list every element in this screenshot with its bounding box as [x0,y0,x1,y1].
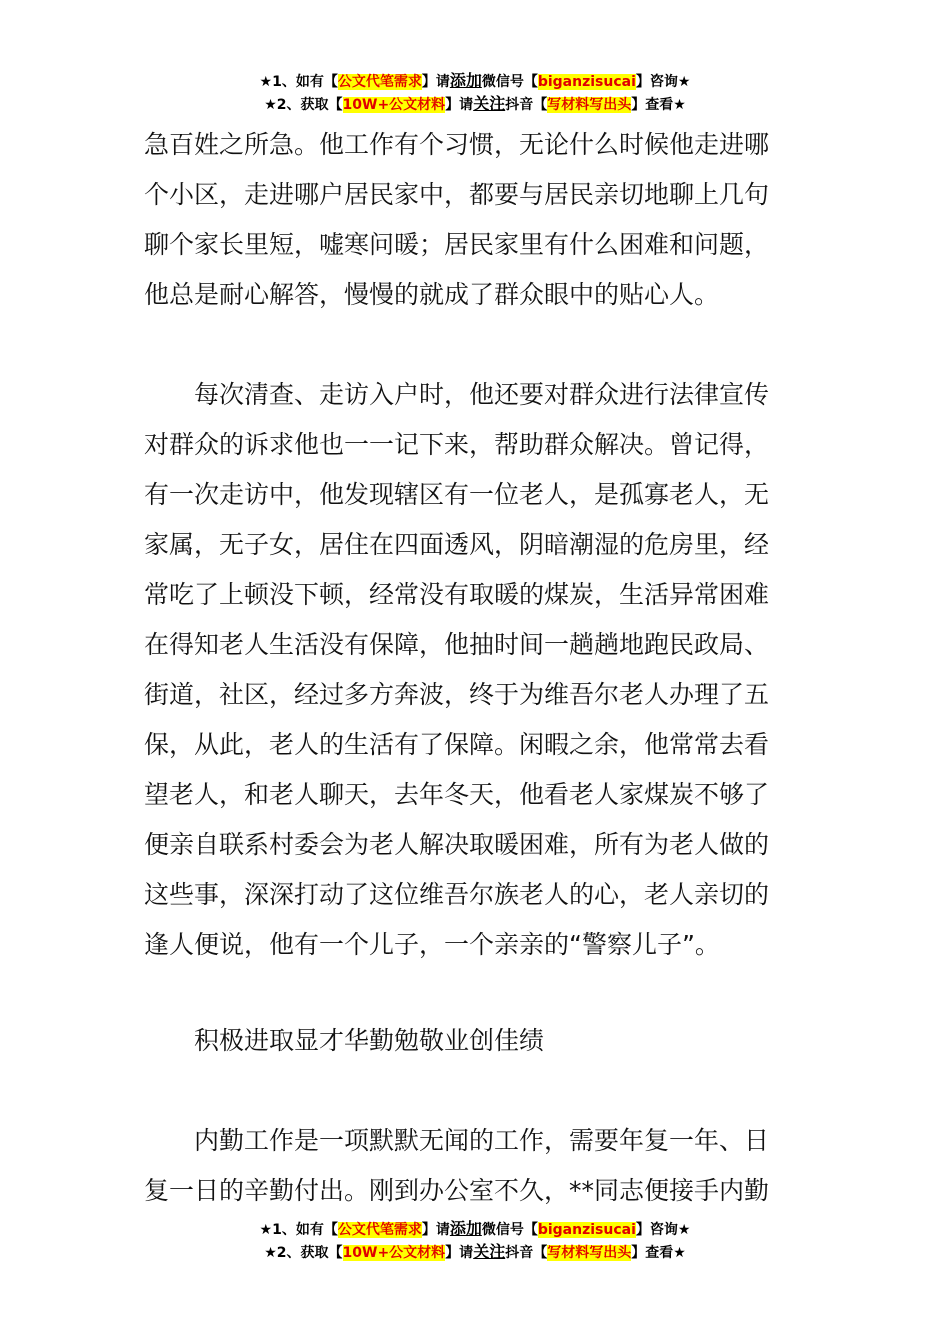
text-line: 保，从此，老人的生活有了保障。闲暇之余，他常常去看 [144,730,770,759]
banner-line-1 [0,1218,950,1241]
banner-highlight: 10W+公文材料 [342,1245,446,1261]
text-line: 聊个家长里短，嘘寒问暖；居民家里有什么困难和问题， [144,230,770,259]
footer-banner [0,1218,950,1264]
banner-text: ★2、获取【 [264,97,343,113]
text-line: 这些事，深深打动了这位维吾尔族老人的心，老人亲切的 [144,880,770,909]
heading-text: 积极进取显才华勤勉敬业创佳绩 [194,1026,545,1055]
text-line: 在得知老人生活没有保障，他抽时间一趟趟地跑民政局、 [144,630,770,659]
text-line: 家属，无子女，居住在四面透风，阴暗潮湿的危房里，经 [144,530,770,559]
banner-text: 】咨询★ [635,74,691,90]
banner-text: 抖音【 [505,1245,548,1261]
banner-text: 】查看★ [631,1245,686,1261]
text-line: 复一日的辛勤付出。刚到办公室不久，**同志便接手内勤 [144,1176,770,1205]
banner-underline: 添加 [449,71,482,90]
banner-douyin-id: 写材料写出头 [547,1245,632,1261]
banner-wechat-id: biganzisucai [537,1222,636,1238]
banner-text: 】请 [445,1245,474,1261]
header-banner [0,70,950,116]
banner-highlight: 公文代笔需求 [337,1222,422,1238]
banner-line-2 [0,93,950,116]
banner-douyin-id: 写材料写出头 [547,97,632,113]
banner-text: 】请 [445,97,474,113]
text-line: 每次清查、走访入户时，他还要对群众进行法律宣传 [194,380,770,409]
banner-text: 抖音【 [505,97,548,113]
text-line: 急百姓之所急。他工作有个习惯，无论什么时候他走进哪 [144,130,770,159]
banner-text: 】请 [421,74,450,90]
banner-text: 】查看★ [631,97,686,113]
banner-text: 微信号【 [481,74,538,90]
text-line: 常吃了上顿没下顿，经常没有取暖的煤炭，生活异常困难 [144,580,770,609]
banner-highlight: 10W+公文材料 [342,97,446,113]
text-line: 他总是耐心解答，慢慢的就成了群众眼中的贴心人。 [144,280,720,309]
banner-underline: 添加 [449,1219,482,1238]
text-line: 内勤工作是一项默默无闻的工作，需要年复一年、日 [194,1126,770,1155]
paragraph-3 [144,1116,808,1216]
text-line: 逢人便说，他有一个儿子，一个亲亲的“警察儿子”。 [144,930,720,959]
banner-text: ★1、如有【 [259,1222,338,1238]
banner-highlight: 公文代笔需求 [337,74,422,90]
banner-text: ★2、获取【 [264,1245,343,1261]
banner-text: 】请 [421,1222,450,1238]
banner-line-2 [0,1241,950,1264]
paragraph-1 [144,120,808,320]
text-line: 街道，社区，经过多方奔波，终于为维吾尔老人办理了五 [144,680,770,709]
banner-underline: 关注 [473,94,506,113]
banner-underline: 关注 [473,1242,506,1261]
text-line: 对群众的诉求他也一一记下来，帮助群众解决。曾记得， [144,430,770,459]
text-line: 便亲自联系村委会为老人解决取暖困难，所有为老人做的 [144,830,770,859]
paragraph-2 [144,370,808,970]
text-line: 有一次走访中，他发现辖区有一位老人，是孤寡老人，无 [144,480,770,509]
banner-line-1 [0,70,950,93]
banner-text: ★1、如有【 [259,74,338,90]
banner-text: 微信号【 [481,1222,538,1238]
text-line: 个小区，走进哪户居民家中，都要与居民亲切地聊上几句 [144,180,770,209]
text-line: 望老人，和老人聊天，去年冬天，他看老人家煤炭不够了 [144,780,770,809]
banner-wechat-id: biganzisucai [537,74,636,90]
banner-text: 】咨询★ [635,1222,691,1238]
section-heading [144,1016,808,1066]
